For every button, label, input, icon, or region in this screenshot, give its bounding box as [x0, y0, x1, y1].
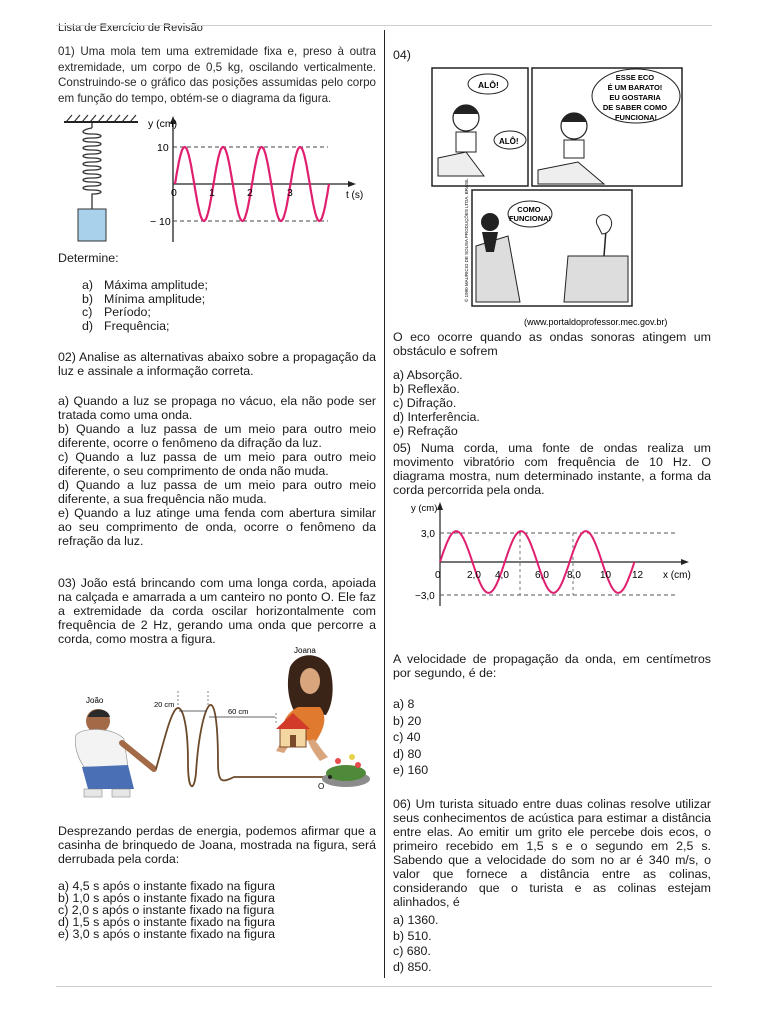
bottom-rule [56, 986, 712, 987]
q3-option-d: d) 1,5 s após o instante fixado na figura [58, 915, 275, 929]
q5-x6: 6,0 [535, 570, 549, 581]
q1-x3: 3 [287, 187, 293, 199]
q4-text: O eco ocorre quando as ondas sonoras atingem um obstáculo e sofrem [393, 330, 711, 358]
question-4 [393, 330, 711, 438]
question-6 [393, 797, 711, 975]
q2-option-c: c) Quando a luz passa de um meio para outro meio diferente, o seu comprimento de onda não muda. [58, 450, 376, 478]
question-1 [58, 44, 376, 106]
q3-text2 [58, 824, 376, 940]
q4-option-a: a) Absorção. [393, 368, 463, 382]
comic-strip [428, 66, 718, 330]
q4-label: 04) [393, 48, 411, 62]
dim-60cm: 60 cm [228, 707, 249, 716]
q3-question: Desprezando perdas de energia, podemos afirmar que a casinha de brinquedo de Joana, mostrada na figura, será derrubada pela corda: [58, 824, 376, 866]
question-2 [58, 350, 376, 548]
q5-x12: 12 [632, 570, 644, 581]
q5-x10: 10 [600, 570, 612, 581]
comic-b2: ALÔ! [499, 137, 519, 146]
q5-ylabel: y (cm) [411, 503, 438, 514]
q5-option-e: e) 160 [393, 763, 429, 777]
question-5 [393, 441, 711, 497]
q4-option-b: b) Reflexão. [393, 382, 460, 396]
spring [83, 128, 101, 209]
q1-xlabel: t (s) [346, 190, 364, 201]
q6-option-a: a) 1360. [393, 913, 439, 927]
mass-block [78, 209, 106, 241]
comic-b3: ESSE ECO É UM BARATO! EU GOSTARIA DE SABER COMO FUNCIONA! [602, 73, 668, 122]
q1-text: 01) Uma mola tem uma extremidade fixa e, preso à outra extremidade, um corpo de 0,5 kg, oscilando verticalmente. Construindo-se o gráfico das posições assumidas pelo corpo em função do tempo, obtém-se o diagrama da figura. [58, 45, 376, 105]
joao-pants [82, 765, 134, 789]
spring-oscillation-figure [58, 112, 378, 246]
point-o-marker [328, 775, 332, 779]
q6-option-b: b) 510. [393, 928, 432, 943]
q3-option-a: a) 4,5 s após o instante fixado na figura [58, 879, 275, 893]
rope-figure [58, 643, 378, 823]
string-wave-figure [395, 500, 715, 610]
q1-item-c: c) Período; [82, 305, 151, 319]
q2-text: 02) Analise as alternativas abaixo sobre a propagação da luz e assinale a informação correta. [58, 350, 376, 378]
q5-option-c: c) 40 [393, 730, 421, 744]
q1-x0: 0 [171, 187, 177, 199]
q1-ym10: − 10 [150, 216, 171, 228]
q5-y3: 3,0 [421, 529, 435, 540]
q1-prompt: Determine: [58, 251, 119, 265]
q1-ylabel: y (cm) [148, 118, 178, 130]
q4-option-e: e) Refração [393, 424, 458, 438]
q1-item-d: d) Frequência; [82, 318, 170, 333]
point-o-label: O [318, 782, 325, 791]
q1-questions [58, 251, 376, 333]
q1-item-a: a) Máxima amplitude; [82, 278, 208, 292]
top-rule [56, 25, 712, 26]
q3-option-b: b) 1,0 s após o instante fixado na figura [58, 891, 275, 905]
joao-shirt [75, 729, 128, 767]
dim-20cm: 20 cm [154, 700, 175, 709]
q1-item-b: b) Mínima amplitude; [82, 291, 206, 306]
q1-x1: 1 [209, 187, 215, 199]
comic-char-3 [481, 213, 499, 231]
q6-option-d: d) 850. [393, 959, 432, 974]
q5-option-a: a) 8 [393, 697, 415, 711]
q5-ym3: −3,0 [415, 591, 435, 602]
q2-option-a: a) Quando a luz se propaga no vácuo, ela não pode ser tratada como uma onda. [58, 394, 376, 422]
q5-text2: A velocidade de propagação da onda, em centímetros por segundo, é de: [393, 652, 711, 680]
joana-label: Joana [294, 646, 316, 655]
q5-text: 05) Numa corda, uma fonte de ondas realiza um movimento vibratório com frequência de 10 Hz. O diagrama mostra, num determinado instante, a forma da corda percorrida pela onda. [393, 441, 711, 497]
q5-x4: 4,0 [495, 570, 509, 581]
q2-option-b: b) Quando a luz passa de um meio para outro meio diferente, ocorre o fenômeno da difração da luz. [58, 422, 376, 450]
q5-option-d: d) 80 [393, 746, 422, 761]
q5-option-b: b) 20 [393, 713, 422, 728]
comic-source: (www.portaldoprofessor.mec.gov.br) [524, 317, 668, 327]
q1-y10: 10 [157, 142, 169, 154]
joao-label: João [86, 696, 104, 705]
q5-xlabel: x (cm) [663, 570, 691, 581]
q4-option-c: c) Difração. [393, 396, 457, 410]
q4-option-d: d) Interferência. [393, 410, 480, 424]
q5-x8: 8,0 [567, 570, 581, 581]
comic-b1: ALÔ! [478, 80, 499, 90]
q2-option-d: d) Quando a luz passa de um meio para outro meio diferente, a sua frequência não muda. [58, 478, 376, 506]
q4-label-wrap [393, 48, 711, 62]
q1-x2: 2 [247, 187, 253, 199]
comic-b4: COMO FUNCIONA! [508, 205, 552, 223]
q3-text: 03) João está brincando com uma longa corda, apoiada na calçada e amarrada a um canteiro no ponto O. Ele faz a extremidade da corda oscilar horizontalmente com frequência de 2 Hz, gerando uma onda que percorre a corda, como mostra a figura. [58, 576, 376, 646]
page-header: Lista de Exercício de Revisão [58, 22, 203, 34]
q6-option-c: c) 680. [393, 944, 431, 958]
question-3 [58, 576, 376, 646]
q6-text: 06) Um turista situado entre duas colinas resolve utilizar seus conhecimentos de acústica para estimar a distância entre elas. Ao emitir um grito ele percebe dois ecos, o primeiro recebido em 1,5 s e o segundo em 2,5 s. Sabendo que a velocidade do som no ar é 340 m/s, o valor que fornece a distância entre as colinas, considerando que o turista e as colinas estejam alinhados, é [393, 797, 711, 909]
q3-option-e: e) 3,0 s após o instante fixado na figura [58, 927, 275, 941]
q1-list [82, 279, 376, 333]
q5-x2: 2,0 [467, 570, 481, 581]
column-divider [384, 30, 385, 978]
q5-x0: 0 [435, 570, 441, 581]
q2-option-e: e) Quando a luz atinge uma fenda com abertura similar ao seu comprimento de onda, ocorre o fenômeno da refração da luz. [58, 506, 376, 548]
q3-option-c: c) 2,0 s após o instante fixado na figura [58, 903, 275, 917]
q5-question [393, 652, 711, 779]
comic-copyright: © 1990 MAURICIO DE SOUSA PRODUÇÕES LTDA. BRASIL [464, 178, 469, 302]
